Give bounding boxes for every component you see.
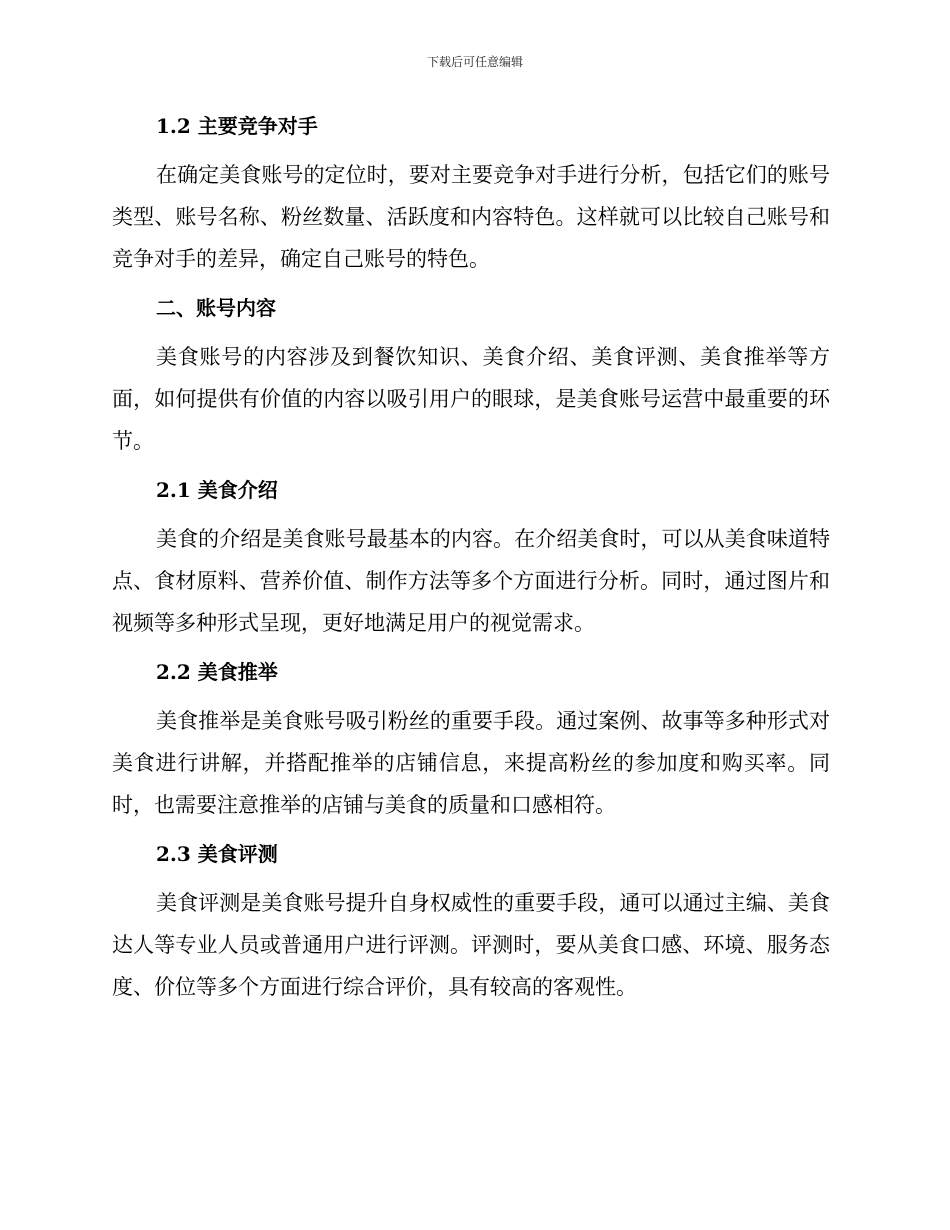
section-paragraph-2: 美食账号的内容涉及到餐饮知识、美食介绍、美食评测、美食推举等方面，如何提供有价值的内容以吸引用户的眼球，是美食账号运营中最重要的环节。 — [112, 345, 830, 453]
section-paragraph-2-3: 美食评测是美食账号提升自身权威性的重要手段，通可以通过主编、美食达人等专业人员或普通用户进行评测。评测时，要从美食口感、环境、服务态度、价位等多个方面进行综合评价，具有较高的客观性。 — [112, 891, 830, 999]
document-body — [112, 110, 830, 1008]
section-paragraph-2-2: 美食推举是美食账号吸引粉丝的重要手段。通过案例、故事等多种形式对美食进行讲解，并搭配推举的店铺信息，来提高粉丝的参加度和购买率。同时，也需要注意推举的店铺与美食的质量和口感相符。 — [112, 709, 830, 817]
section-heading-2-2: 2.2 美食推举 — [156, 660, 278, 684]
section-paragraph-1-2: 在确定美食账号的定位时，要对主要竞争对手进行分析，包括它们的账号类型、账号名称、粉丝数量、活跃度和内容特色。这样就可以比较自己账号和竞争对手的差异，确定自己账号的特色。 — [112, 163, 830, 271]
page-header: 下载后可任意编辑 — [426, 55, 523, 69]
section-paragraph-2-1: 美食的介绍是美食账号最基本的内容。在介绍美食时，可以从美食味道特点、食材原料、营养价值、制作方法等多个方面进行分析。同时，通过图片和视频等多种形式呈现，更好地满足用户的视觉需求。 — [112, 527, 830, 635]
section-heading-2: 二、账号内容 — [156, 296, 276, 320]
section-heading-2-3: 2.3 美食评测 — [156, 842, 278, 866]
section-heading-2-1: 2.1 美食介绍 — [156, 478, 278, 502]
section-heading-1-2: 1.2 主要竞争对手 — [156, 114, 318, 138]
